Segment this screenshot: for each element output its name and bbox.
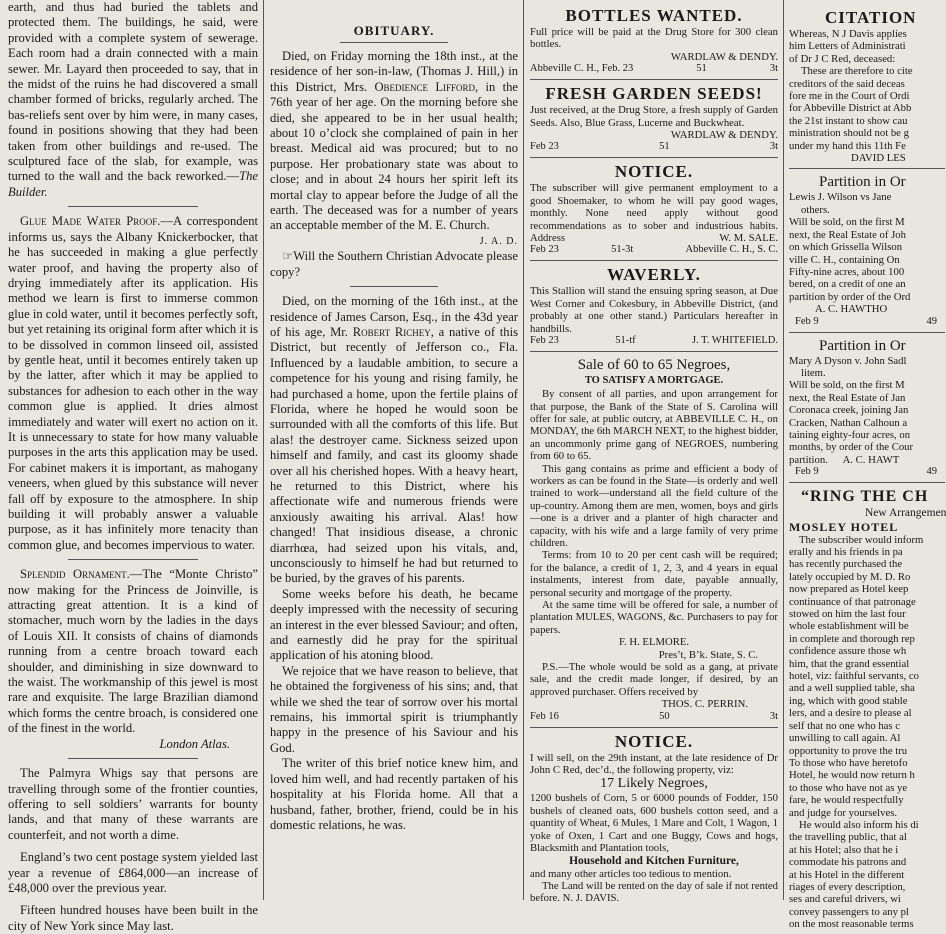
ad-title: BOTTLES WANTED. <box>565 6 743 25</box>
obituary-lifford: Died, on Friday morning the 18th inst., at the residence of her son-in-law, (Thomas J. Hill,) in this District, Mrs. Obedience Lifford, in the 76th year of her age. On the morning before she died, she appeared to be in her usual health; about 10 o’clock she complained of pain in her breast. Medical aid was procured; but to no purpose. Her probationary state was about to close; and in about 24 hours her spirit left its mortal clay to appear before the Judge of all the earth. The deceased was for a number of years an acceptable member of the M. E. Church. J. A. D. <box>270 49 518 234</box>
hotel-name: MOSLEY HOTEL <box>789 519 899 534</box>
ad-body-line: others. <box>801 203 830 216</box>
ad-body-line: the 21st instant to show cau <box>789 114 908 127</box>
divider <box>68 758 198 759</box>
divider <box>530 260 778 261</box>
ad-body-line: next, the Real Estate of Jan <box>789 391 906 404</box>
ad-body-line: ministration should not be g <box>789 127 909 140</box>
ad-heading: 17 Likely Negroes, <box>600 776 708 792</box>
ad-body-line: taining eighty-four acres, on <box>789 428 911 441</box>
ad-body-line: erally and his friends in pa <box>789 546 903 558</box>
ad-body-line: at his Hotel in the different <box>789 868 905 881</box>
ad-body-line: of Dr J C Red, deceased: <box>789 52 896 65</box>
ad-body-line: To those who have heretofo <box>789 756 908 769</box>
ad-body: The Land will be rented on the day of sale if not rented before. N. J. DAVIS. <box>530 879 778 905</box>
ad-title: “RING THE CH <box>801 488 929 506</box>
ad-subtitle: TO SATISFY A MORTGAGE. <box>584 375 724 387</box>
ad-dateline: Feb 9 49 <box>795 315 937 327</box>
ad-body-line: under my hand this 11th Fe <box>789 139 906 152</box>
ad-body: By consent of all parties, and upon arrangement for that purpose, the Bank of the State of S. Carolina will offer for sale, at public outcry, at ABBEVILLE C. H., on MONDAY, the 6th MARCH NEXT, to the highest bidder, an uncommonly prime gang of NEGROES, numbering from 60 to 65. <box>530 388 778 463</box>
ad-body-line: ing, which with good stable <box>789 694 908 707</box>
divider <box>530 79 778 80</box>
ad-body-line: next, the Real Estate of Joh <box>789 228 906 241</box>
ad-title: FRESH GARDEN SEEDS! <box>545 84 763 104</box>
divider <box>789 332 945 333</box>
ad-body-line: him Letters of Administrati <box>789 40 906 53</box>
ad-body-line: and judge for yourselves. <box>789 806 898 819</box>
ad-signature: F. H. ELMORE. <box>618 636 690 649</box>
ad-title: Sale of 60 to 65 Negroes, <box>577 357 731 374</box>
author-initials: J. A. D. <box>479 235 518 247</box>
ad-body-line: creditors of the said deceas <box>789 77 905 90</box>
ad-body: At the same time will be offered for sale, a number of plantation MULES, WAGONS, &c. Purchasers to pay for papers. <box>530 599 778 636</box>
ad-body-line: Mary A Dyson v. John Sadl <box>789 354 907 367</box>
ad-body: Full price will be paid at the Drug Store for 300 clean bottles. <box>530 26 778 51</box>
article-glue: Glue Made Water Proof.—A correspondent informs us, says the Albany Knickerbocker, that he has succeeded in making a glue perfectly water proof, and having the property also of drying immediately after its application. His method we learn is first to immerse common glue in cold water, until it becomes perfectly soft, but yet retaining its original form after which it is to be dissolved in common linseed oil, assisted by gentle heat, until it becomes entirely taken up by the latter, after which it may be applied to substances for adhesion to each other in the way common glue is applied. It dries almost immediately and water will exert no action on it. It is unnecessary to state for how many valuable purposes in the arts this application may be used. For cabinet makers it is important, as mahogany veneers, when glued by this substance will never fall off by exposure to the atmosphere. In ship building it will probably answer a valuable purpose, as it has infinitely more tenacity than common glue, and becomes impervious to water. <box>8 214 258 552</box>
ad-body-line: fore me in the Court of Ordi <box>789 90 910 103</box>
ad-body-line: to those who have not as ye <box>789 781 908 794</box>
ad-body-line: now prepared as Hotel keep <box>789 583 909 596</box>
ad-body-line: Will be sold, on the first M <box>789 379 905 392</box>
divider <box>68 206 198 207</box>
ad-signature: N. J. DAVIS. <box>562 892 620 905</box>
ad-body-line: Hotel, he would now return h <box>789 769 915 782</box>
ad-body-line: partition by order of the Ord <box>789 290 911 303</box>
article-postage: England’s two cent postage system yielded last year a revenue of £864,000—an increase of £48,000 over the previous year. <box>8 850 258 895</box>
ad-title: NOTICE. <box>614 731 694 751</box>
ad-body-line: stowed on him the last four <box>789 608 906 621</box>
ad-body-line: convey passengers to any pl <box>789 905 909 918</box>
divider <box>340 42 448 43</box>
ad-signature: DAVID LES <box>851 152 906 165</box>
ad-body-line: in complete and thorough rep <box>789 632 915 645</box>
divider <box>350 286 438 287</box>
ad-body: and many other articles too tedious to mention. <box>530 867 732 880</box>
ad-body: P.S.—The whole would be sold as a gang, at private sale, and the credit made longer, if desired, by an approved purchaser. Offers received by <box>530 661 778 698</box>
ad-body-line: continuance of that patronage <box>789 595 916 608</box>
ad-dateline: Feb 23 51-3t Abbeville C. H., S. C. <box>530 244 778 256</box>
ad-body-line: Cracken, Nathan Calhoun a <box>789 416 908 429</box>
column-rule <box>523 0 524 900</box>
deceased-name: Obedience Lifford <box>374 79 476 94</box>
ad-body-line: He would also inform his di <box>799 818 919 831</box>
ad-dateline: Feb 23 51-tf J. T. WHITEFIELD. <box>530 335 778 347</box>
column-3 <box>530 0 778 905</box>
divider <box>530 157 778 158</box>
ad-body-line: hotel, viz: faithful servants, co <box>789 670 919 683</box>
ad-body-line: lers, and a desire to please al <box>789 707 912 720</box>
ad-heading: Household and Kitchen Furniture, <box>569 854 739 867</box>
ad-title: Partition in Or <box>819 174 906 191</box>
ad-body-line: commodate his patrons and <box>789 856 907 869</box>
ad-body: 1200 bushels of Corn, 5 or 6000 pounds of Fodder, 150 bushels of cleaned oats, 600 bushels cotton seed, and a quantity of Wheat, 6 Mules, 1 Mare and Colt, 1 Wagon, 1 yoke of Oxen, 1 Cart and one Buggy, Cows and hogs, Blacksmith and Plantation tools, <box>530 792 778 855</box>
ad-body-line: unwilling to call again. Al <box>789 732 901 745</box>
ad-body: The subscriber will give permanent employment to a good Shoemaker, to whom he will pay good wages, monthly. None need apply without good recommendations as to sober and industrious habits. Address W. M. SALE. <box>530 182 778 245</box>
ad-body-line: confidence assure those wh <box>789 645 907 658</box>
ad-body-line: and a well supplied table, sha <box>789 682 915 695</box>
obituary-header: OBITUARY. <box>353 23 435 38</box>
article-palmyra: The Palmyra Whigs say that persons are travelling through some of the frontier counties, offering to sell soldiers’ warrants for bounty lands, and that many of these warrants are counterfeit, and not worth a dime. <box>8 766 258 842</box>
ad-body-line: on which Grissella Wilson <box>789 241 903 254</box>
ad-body: Terms: from 10 to 20 per cent cash will be required; for the balance, a credit of 1, 2, 3, and 4 years in equal instalments, interest from date, payable annually, personal security and mortgage of the property. <box>530 549 778 599</box>
ad-body-line: at his Hotel; also that he i <box>789 843 899 856</box>
article-houses: Fifteen hundred houses have been built in the city of New York since May last. <box>8 903 258 933</box>
ad-body-line: riages of every description, <box>789 880 906 893</box>
ad-signature-title: Pres’t, B’k. State, S. C. <box>658 648 758 661</box>
column-rule <box>783 0 784 900</box>
ad-body-line: for Abbeville District at Abb <box>789 102 912 115</box>
ad-title: NOTICE. <box>614 162 694 182</box>
ad-dateline: Feb 23 51 3t <box>530 141 778 153</box>
column-1 <box>8 0 258 933</box>
ad-body: This Stallion will stand the ensuing spring season, at Due West Corner and Cokesbury, in Abbeville District, (and probably at one other stand.) Particulars hereafter in handbills. <box>530 285 778 335</box>
article-ornament: Splendid Ornament.—The “Monte Christo” now making for the Princess de Joinville, is attracting great attention. It is a kind of stomacher, much worn by the ladies in the days of Louis XII. It consists of chains of diamonds running from a centre broach toward each shoulder, and diminishing in size downward to the waist. The workmanship of this jewel is most rare and exquisite. The large Brazilian diamond which forms the centre broach, is considered one of the finest in the world. <box>8 567 258 736</box>
ad-title: Partition in Or <box>819 337 906 354</box>
ad-body: I will sell, on the 29th instant, at the late residence of Dr John C Red, dec’d., the following property, viz: <box>530 751 778 777</box>
ad-body-line: on the most reasonable terms <box>789 918 914 931</box>
ad-signature: A. C. HAWT <box>842 453 900 466</box>
ad-dateline: Feb 16 50 3t <box>530 710 778 722</box>
column-rule <box>263 0 264 900</box>
article-headline: Glue Made Water Proof. <box>20 214 161 229</box>
divider <box>68 559 198 560</box>
ad-body-line: Whereas, N J Davis applies <box>789 28 907 40</box>
ad-dateline: Abbeville C. H., Feb. 23 51 3t <box>530 63 778 75</box>
divider <box>789 482 945 483</box>
copy-request: ☞Will the Southern Christian Advocate please copy? <box>270 249 518 279</box>
ad-title: CITATION <box>825 8 917 27</box>
article-layard: earth, and thus had buried the tablets and protected them. The buildings, he said, were provided with a complete system of sewerage. Each room had a drain connected with a main sewer. Mr. Layard then proceeded to say, that in the midst of the ruins he had discovered a small chamber formed of bricks, regularly arched. The bas-reliefs sent over by him were, in many cases, found in positions showing that they had been taken from other buildings and re-used. The sculptured face of the slab, for example, was turned to the wall and the back reworked.—The Builder. <box>8 0 258 199</box>
ad-body-line: Coronaca creek, joining Jan <box>789 404 909 417</box>
obituary-richey: Died, on the morning of the 16th inst., at the residence of James Carson, Esq., in the 43d year of his age, Mr. Robert Richey, a native of this District, but recently of Jefferson co., Fla. Influenced by a laudable ambition, to secure a competence for his young and rising family, he had purchased a home, upon the fertile plains of Florida, where he hoped he would soon be surrounded with all the comforts of this life. But alas! the destroyer came. Sickness seized upon himself and family, and cast its gloomy shade over all his cherished hopes. With a heavy heart, he returned to this District, where his affectionate wife and numerous friends were anxiously awaiting his arrival. Alas! how changed! That insidious disease, a chronic diarrhœa, had seized upon his vitals, and, unconsciously to himself he had but returned to be buried, by the graves of his parents. <box>270 294 518 586</box>
ad-body-line: self that no one who has c <box>789 719 901 732</box>
ad-body-line: Will be sold, on the first M <box>789 216 905 229</box>
ad-body-line: fare, he would respectfully <box>789 794 904 807</box>
ad-body-line: ses and careful drivers, wi <box>789 893 901 906</box>
ad-body-line: whole establishment will be <box>789 620 909 633</box>
article-source: The Builder. <box>8 169 258 199</box>
ad-signature: W. M. SALE. <box>719 232 778 245</box>
article-source: London Atlas. <box>159 736 230 751</box>
obituary-paragraph: Some weeks before his death, he became deeply impressed with the necessity of securing an interest in the ever blessed Saviour; and often, and earnestly did he pray for the spiritual application of his atoning blood. <box>270 586 518 663</box>
article-headline: Splendid Ornament. <box>20 567 130 582</box>
ad-signature: WARDLAW & DENDY. <box>670 50 778 63</box>
ad-body-line: opportunity to prove the tru <box>789 744 908 757</box>
ad-body-line: ville C. H., containing On <box>789 253 900 266</box>
ad-signature: A. C. HAWTHO <box>815 303 888 316</box>
ad-body-line: lately occupied by M. D. Ro <box>789 570 911 583</box>
ad-body-line: The subscriber would inform <box>799 533 924 546</box>
column-4 <box>789 0 946 931</box>
ad-body-line: litem. <box>801 366 826 379</box>
divider <box>789 168 945 169</box>
ad-body-line: him, that the grand essential <box>789 657 910 670</box>
ad-body-line: These are therefore to cite <box>801 65 913 78</box>
ad-body-line: months, by order of the Cour <box>789 441 914 454</box>
obituary-paragraph: We rejoice that we have reason to believe, that he obtained the forgiveness of his sins; and, that while we shed the tear of sorrow over his mortal remains, his immortal spirit is triumphantly happy in the presence of his Saviour and his God. <box>270 663 518 755</box>
ad-body-line: partition. A. C. HAWT <box>789 453 900 466</box>
ad-signature: THOS. C. PERRIN. <box>661 698 748 711</box>
ad-body-line: Lewis J. Wilson vs Jane <box>789 191 892 204</box>
divider <box>530 351 778 352</box>
ad-body: Just received, at the Drug Store, a fresh supply of Garden Seeds. Also, Blue Grass, Lucerne and Buckwheat. <box>530 104 778 129</box>
column-2 <box>270 0 518 900</box>
ad-signature: WARDLAW & DENDY. <box>670 129 778 142</box>
ad-subtitle: New Arrangemen <box>865 507 946 520</box>
ad-body: This gang contains as prime and efficient a body of workers as can be found in the State—is orderly and well trained to work—understand all the field culture of the up-country. Among them are men, women, boys and girls—one is a driver and a planter of high character and capacity, with his wife and a large family of very prime children. <box>530 462 778 549</box>
ad-body-line: has recently purchased the <box>789 558 903 571</box>
divider <box>530 727 778 728</box>
ad-title: WAVERLY. <box>607 265 701 285</box>
ad-body-line: the travelling public, that al <box>789 831 907 844</box>
ad-body-line: Fifty-nine acres, about 100 <box>789 265 905 278</box>
ad-body-line: bered, on a credit of one an <box>789 278 906 291</box>
ad-dateline: Feb 9 49 <box>795 466 937 478</box>
deceased-name: Robert Richey <box>352 324 431 339</box>
obituary-paragraph: The writer of this brief notice knew him, and loved him well, and had recently partaken of his hospitality at his Florida home. All that a husband, father, brother, friend, could be in his domestic relations, he was. <box>270 756 518 832</box>
